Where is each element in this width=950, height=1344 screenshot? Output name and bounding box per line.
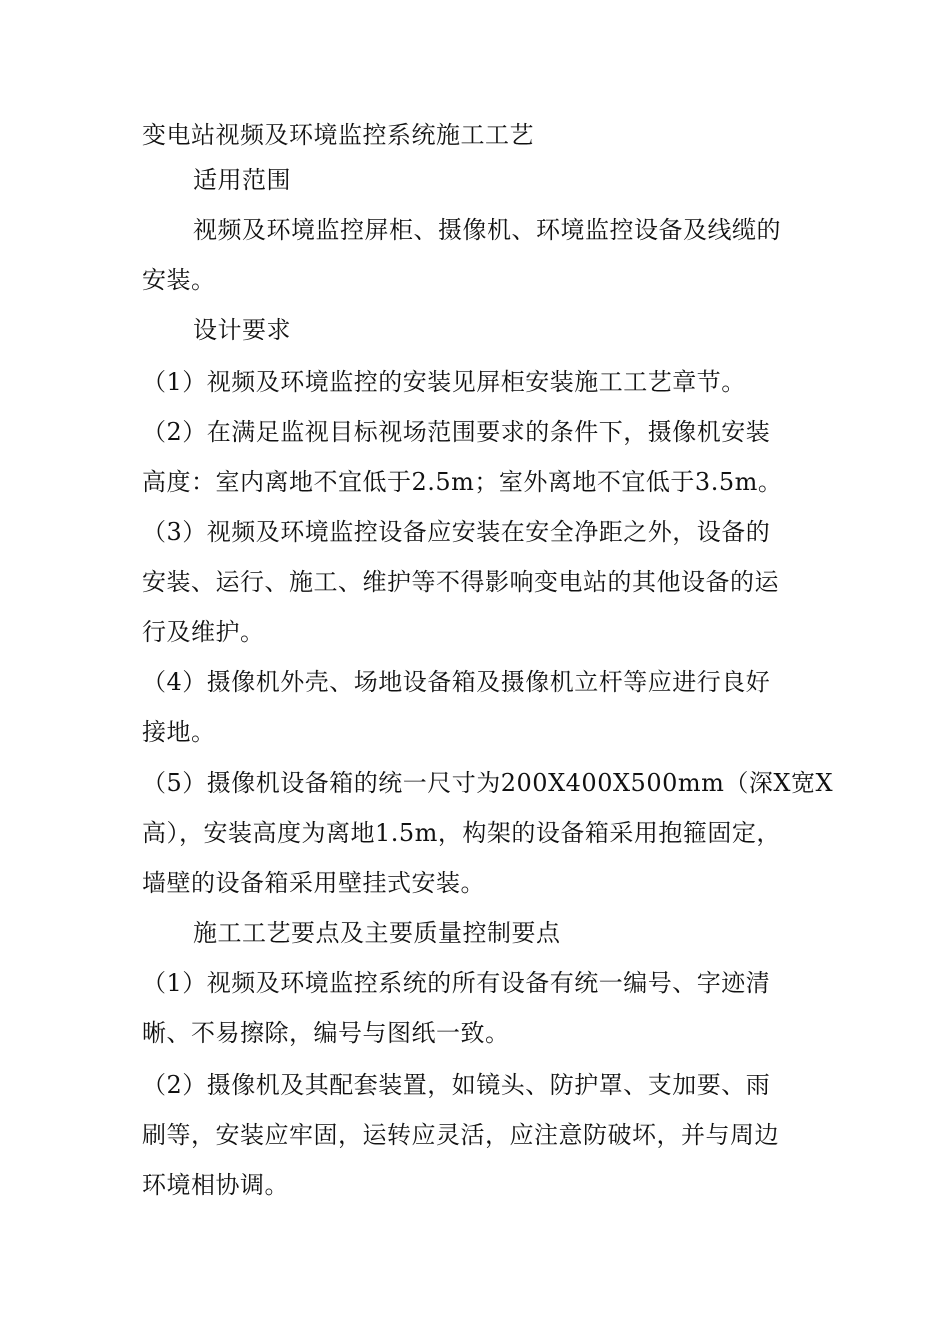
section-heading-quality: 施工工艺要点及主要质量控制要点 (193, 919, 561, 947)
paragraph-line: 行及维护。 (142, 618, 265, 646)
paragraph-line: 安装。 (142, 266, 216, 294)
paragraph-line: 环境相协调。 (142, 1171, 289, 1199)
paragraph-line: （1）视频及环境监控的安装见屏柜安装施工工艺章节。 (142, 368, 746, 396)
paragraph-line: （4）摄像机外壳、场地设备箱及摄像机立杆等应进行良好 (142, 668, 771, 696)
paragraph-line: （2）在满足监视目标视场范围要求的条件下，摄像机安装 (142, 418, 771, 446)
paragraph-line: 墙壁的设备箱采用壁挂式安装。 (142, 869, 485, 897)
section-heading-design: 设计要求 (193, 316, 291, 344)
paragraph-line: （1）视频及环境监控系统的所有设备有统一编号、字迹清 (142, 969, 771, 997)
paragraph-line: 视频及环境监控屏柜、摄像机、环境监控设备及线缆的 (193, 216, 781, 244)
paragraph-line: 接地。 (142, 718, 216, 746)
document-title: 变电站视频及环境监控系统施工工艺 (142, 121, 534, 149)
paragraph-line: 刷等，安装应牢固，运转应灵活，应注意防破坏，并与周边 (142, 1121, 779, 1149)
paragraph-line: 高度：室内离地不宜低于2.5m；室外离地不宜低于3.5m。 (142, 468, 783, 496)
paragraph-line: （3）视频及环境监控设备应安装在安全净距之外，设备的 (142, 518, 771, 546)
paragraph-line: 晰、不易擦除，编号与图纸一致。 (142, 1019, 510, 1047)
section-heading-scope: 适用范围 (193, 166, 291, 194)
paragraph-line: （5）摄像机设备箱的统一尺寸为200X400X500mm（深X宽X (142, 769, 834, 797)
paragraph-line: 高），安装高度为离地1.5m，构架的设备箱采用抱箍固定， (142, 819, 781, 847)
paragraph-line: （2）摄像机及其配套装置，如镜头、防护罩、支加要、雨 (142, 1071, 771, 1099)
paragraph-line: 安装、运行、施工、维护等不得影响变电站的其他设备的运 (142, 568, 779, 596)
